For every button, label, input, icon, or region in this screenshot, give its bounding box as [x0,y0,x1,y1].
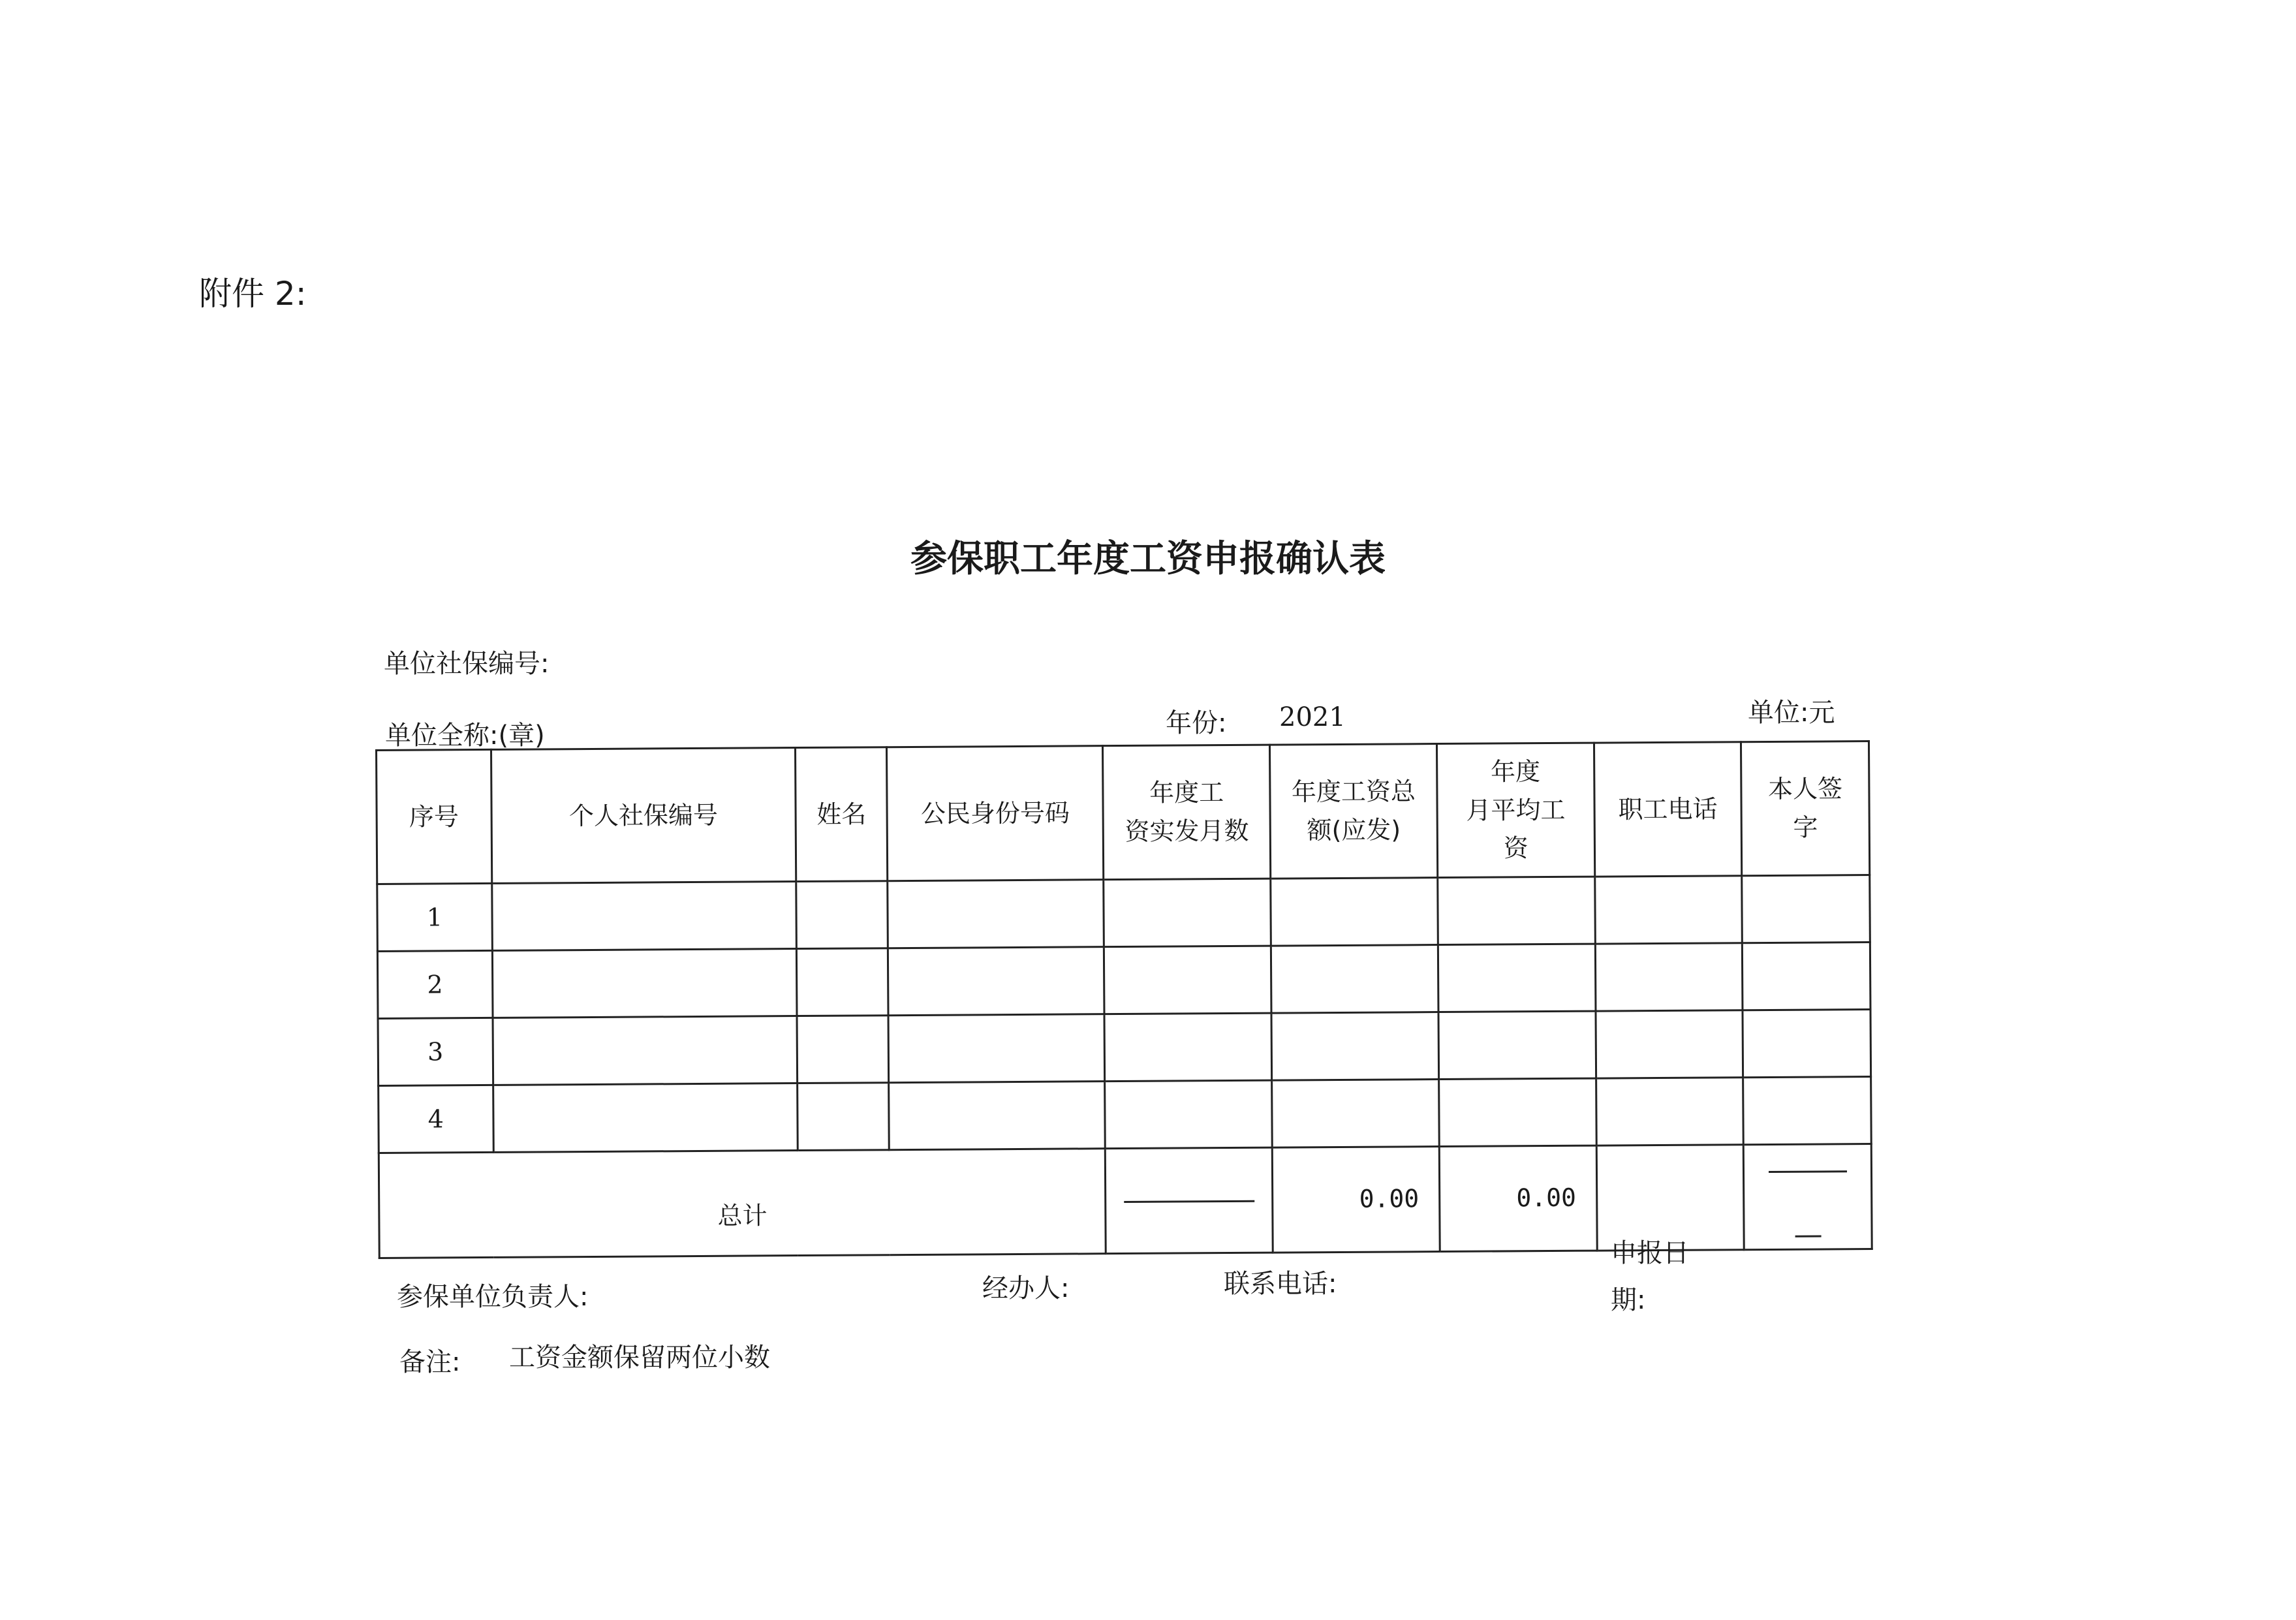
cell-personal-ss-number[interactable] [493,1016,798,1085]
cell-personal-ss-number[interactable] [491,882,796,951]
row-serial: 2 [377,950,492,1018]
row-serial: 4 [379,1085,493,1153]
declare-date-label-line2: 期: [1611,1285,1646,1315]
handler-label: 经办人: [982,1273,1070,1303]
header-monthly-average: 年度 月平均工 资 [1436,743,1594,877]
cell-signature[interactable] [1743,1010,1870,1078]
header-name: 姓名 [795,747,888,882]
header-employee-phone: 职工电话 [1594,742,1742,877]
unit-ss-number-label: 单位社保编号: [384,649,550,679]
table-row [378,1010,1871,1086]
cell-employee-phone[interactable] [1595,943,1743,1011]
cell-personal-ss-number[interactable] [492,949,797,1018]
cell-employee-phone[interactable] [1596,1010,1743,1078]
cell-signature[interactable] [1742,875,1870,943]
cell-citizen-id[interactable] [888,880,1104,948]
cell-signature[interactable] [1743,942,1870,1010]
responsible-person-label: 参保单位负责人: [397,1282,589,1312]
year-label: 年份: [1166,708,1227,738]
cell-months-paid[interactable] [1104,1013,1271,1082]
table-row [379,1077,1872,1153]
cell-personal-ss-number[interactable] [493,1083,798,1153]
total-annual-salary: 0.00 [1272,1147,1440,1253]
header-personal-ss-number: 个人社保编号 [491,748,796,884]
declare-date-label-line1: 申报日 [1611,1238,1689,1268]
row-serial: 1 [377,883,492,951]
cell-signature[interactable] [1743,1077,1871,1145]
cell-months-paid[interactable] [1104,879,1271,947]
contact-phone-label: 联系电话: [1224,1269,1337,1299]
cell-citizen-id[interactable] [888,947,1105,1016]
remark-label: 备注: [399,1347,461,1377]
cell-annual-total[interactable] [1272,1080,1439,1148]
total-monthly-average: 0.00 [1439,1145,1597,1251]
table-row [377,942,1870,1019]
wage-declaration-table [375,740,1873,1259]
total-months-dash [1106,1147,1273,1253]
cell-monthly-average[interactable] [1438,1011,1596,1079]
remark-text: 工资金额保留两位小数 [509,1343,770,1373]
cell-citizen-id[interactable] [888,1014,1105,1083]
table-header-row [377,741,1870,884]
cell-monthly-average[interactable] [1438,877,1595,944]
cell-annual-total[interactable] [1271,1012,1438,1081]
page-title: 参保职工年度工资申报确认表 [910,538,1386,580]
cell-monthly-average[interactable] [1438,944,1595,1012]
header-serial-no: 序号 [377,749,492,884]
table-row [377,875,1870,952]
row-serial: 3 [378,1018,493,1085]
attachment-label: 附件 2: [199,275,307,313]
cell-months-paid[interactable] [1105,1080,1272,1149]
header-citizen-id: 公民身份号码 [887,746,1104,881]
cell-annual-total[interactable] [1271,878,1438,946]
header-months-paid: 年度工 资实发月数 [1103,745,1271,880]
cell-months-paid[interactable] [1104,946,1271,1014]
header-annual-total: 年度工资总 额(应发) [1270,744,1438,879]
cell-monthly-average[interactable] [1439,1078,1596,1146]
cell-citizen-id[interactable] [889,1082,1106,1150]
cell-employee-phone[interactable] [1594,876,1742,944]
currency-unit-label: 单位:元 [1748,698,1835,728]
total-label: 总计 [379,1149,1106,1258]
year-value: 2021 [1279,702,1346,732]
cell-name[interactable] [796,881,888,949]
cell-name[interactable] [796,948,888,1016]
cell-name[interactable] [797,1016,889,1083]
cell-name[interactable] [798,1083,890,1151]
cell-annual-total[interactable] [1271,945,1438,1014]
header-signature: 本人签 字 [1741,741,1870,876]
cell-employee-phone[interactable] [1596,1078,1743,1145]
unit-full-name-label: 单位全称:(章) [385,721,545,751]
total-signature-dash [1744,1144,1872,1250]
